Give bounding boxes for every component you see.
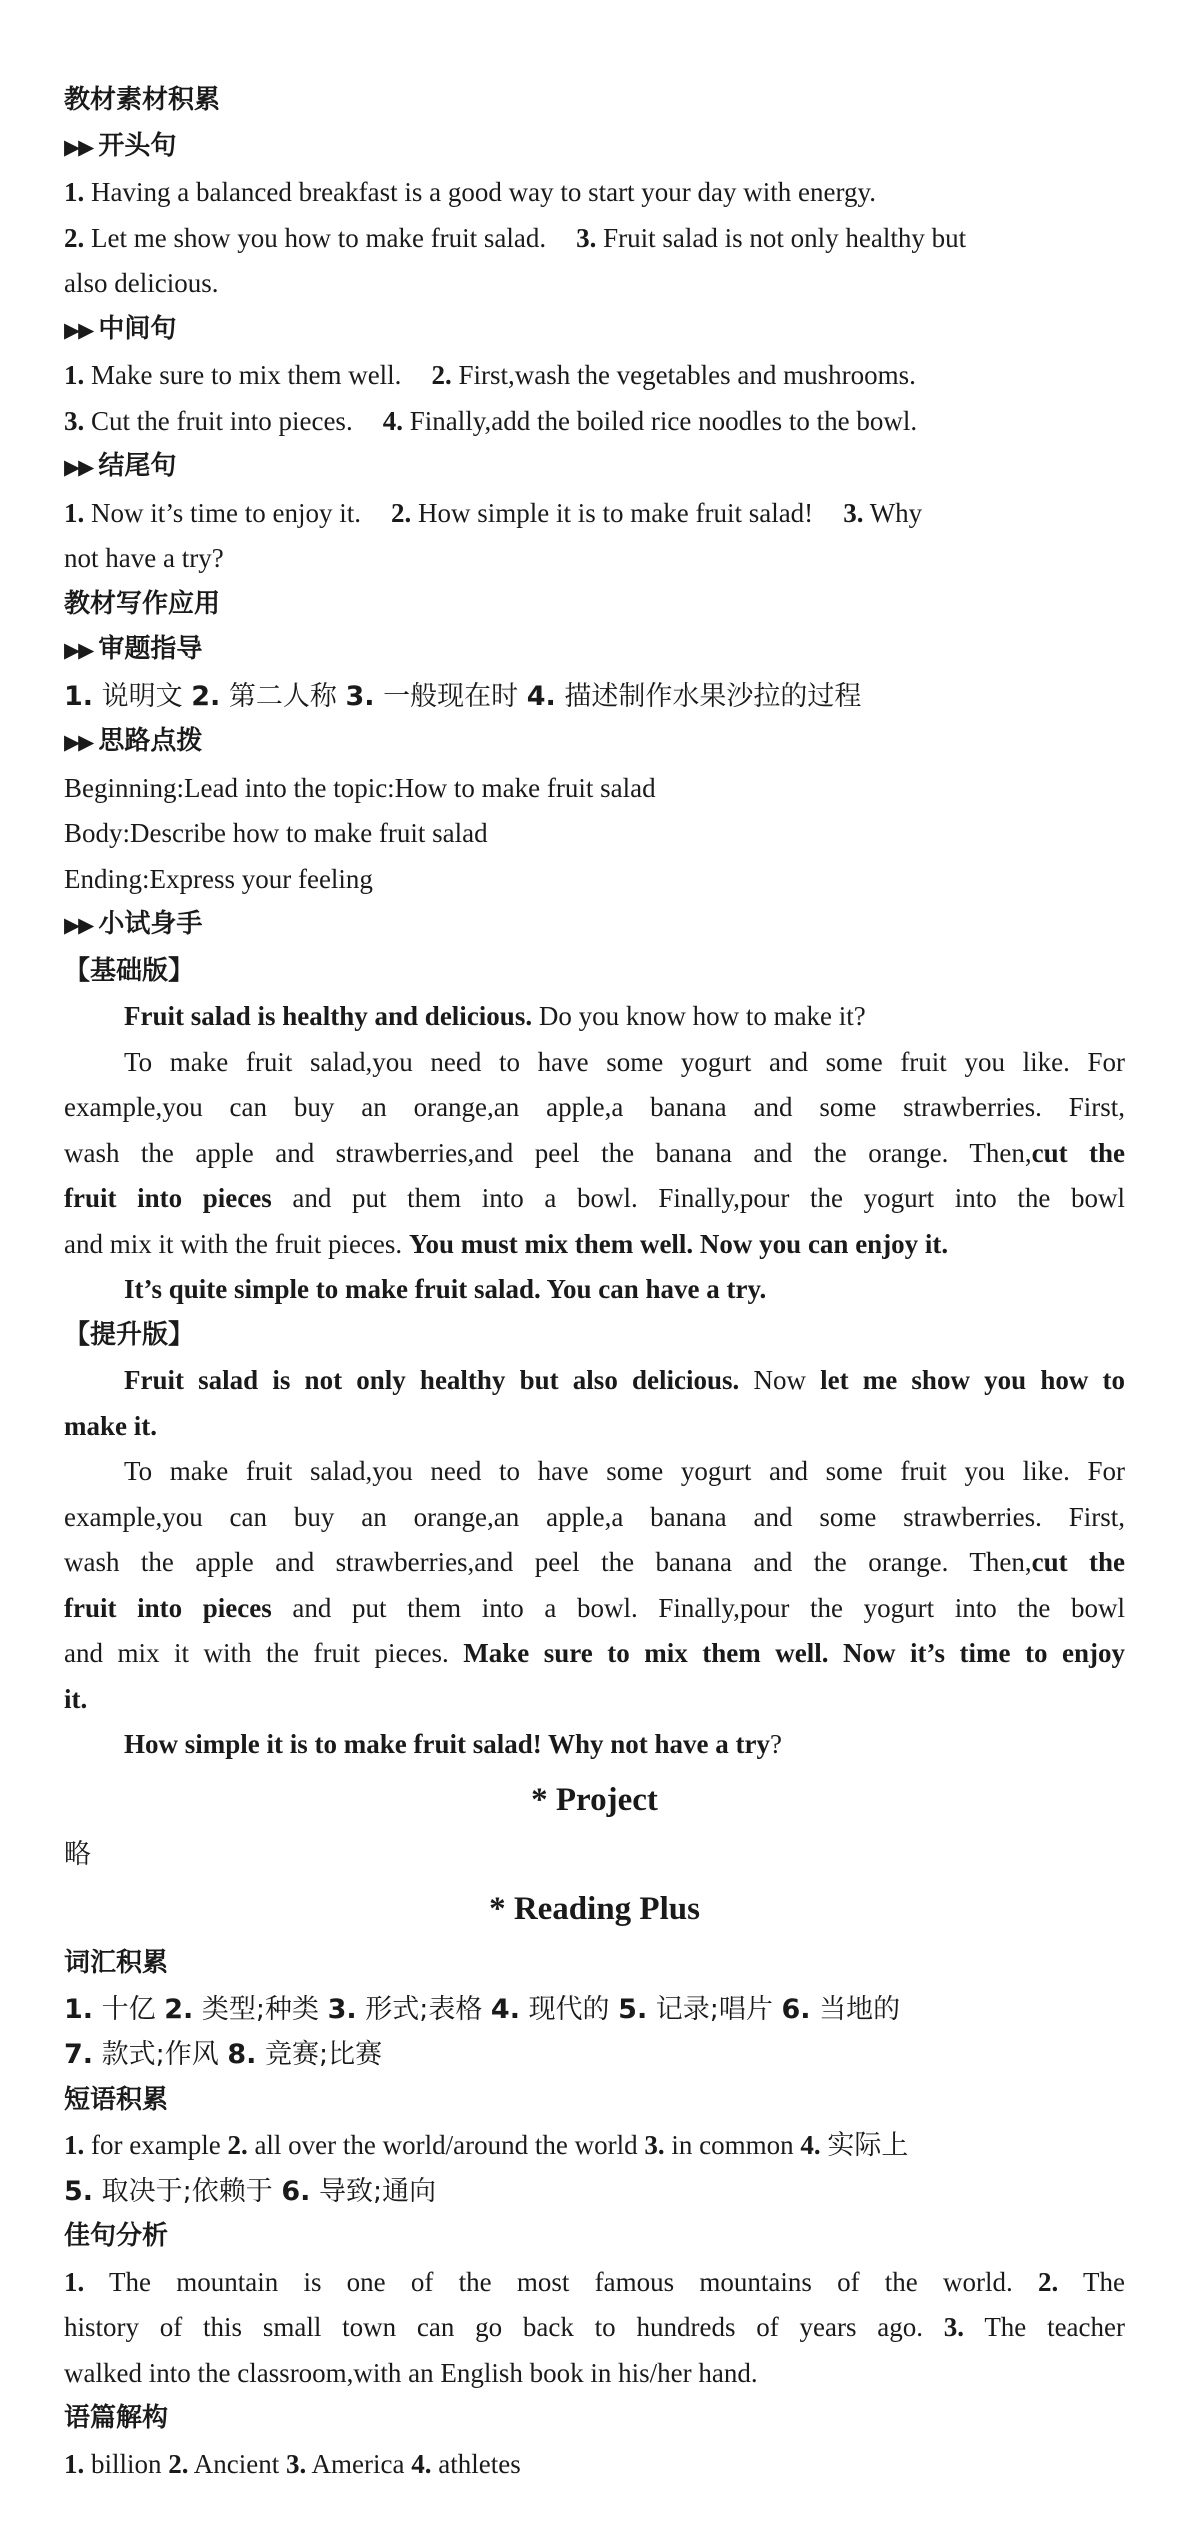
basic-line-6: and mix it with the fruit pieces. You must mix them well. Now you can enjoy it.	[64, 1228, 949, 1259]
idea-line-1: Beginning:Lead into the topic:How to make fruit salad	[64, 772, 656, 803]
section-title-materials: 教材素材积累	[64, 85, 221, 115]
vocab-line-1: 1. 十亿 2. 类型;种类 3. 形式;表格 4. 现代的 5. 记录;唱片 6. 当地的	[64, 1993, 901, 2025]
adv-line-9: How simple it is to make fruit salad! Why not have a try?	[124, 1729, 782, 1759]
subhead-guide: ▶▶ 审题指导	[64, 634, 203, 664]
sentence-line-2: history of this small town can go back to hundreds of years ago. 3. The teacher	[64, 2312, 1125, 2342]
basic-line-4: wash the apple and strawberries,and peel the banana and the orange. Then,cut the	[64, 1137, 1125, 1168]
opening-line-3: also delicious.	[64, 268, 219, 298]
arrow-icon: ▶▶	[64, 730, 93, 754]
basic-line-5: fruit into pieces and put them into a bowl. Finally,pour the yogurt into the bowl	[64, 1183, 1125, 1213]
arrow-icon: ▶▶	[64, 134, 93, 159]
section-title-writing: 教材写作应用	[64, 588, 221, 619]
adv-line-5: wash the apple and strawberries,and peel the banana and the orange. Then,cut the	[64, 1547, 1125, 1577]
subhead-middle: ▶▶ 中间句	[64, 313, 177, 344]
project-body: 略	[64, 1838, 91, 1870]
subhead-try: ▶▶ 小试身手	[64, 909, 203, 939]
middle-line-1: 1. Make sure to mix them well. 2. First,wash the vegetables and mushrooms.	[64, 360, 916, 390]
basic-line-7: It’s quite simple to make fruit salad. You can have a try.	[124, 1274, 767, 1304]
subhead-sentence: 佳句分析	[64, 2221, 169, 2251]
adv-line-2: make it.	[64, 1410, 157, 1441]
phrase-line-2: 5. 取决于;依赖于 6. 导致;通向	[64, 2175, 437, 2207]
advanced-version-label: 【提升版】	[64, 1319, 195, 1350]
sentence-line-3: walked into the classroom,with an English book in his/her hand.	[64, 2357, 758, 2388]
ending-line-1: 1. Now it’s time to enjoy it. 2. How simple it is to make fruit salad! 3. Why	[64, 497, 923, 528]
subhead-vocab: 词汇积累	[64, 1948, 169, 1978]
subhead-structure: 语篇解构	[64, 2403, 169, 2433]
subhead-opening: ▶▶ 开头句	[64, 130, 177, 161]
arrow-icon: ▶▶	[64, 455, 93, 479]
ending-line-2: not have a try?	[64, 543, 224, 573]
phrase-line-1: 1. for example 2. all over the world/around the world 3. in common 4. 实际上	[64, 2130, 909, 2161]
idea-line-2: Body:Describe how to make fruit salad	[64, 818, 488, 848]
guide-line: 1. 说明文 2. 第二人称 3. 一般现在时 4. 描述制作水果沙拉的过程	[64, 680, 862, 712]
vocab-line-2: 7. 款式;作风 8. 竞赛;比赛	[64, 2039, 383, 2070]
arrow-icon: ▶▶	[64, 317, 93, 342]
basic-version-label: 【基础版】	[64, 955, 195, 986]
reading-plus-title: * Reading Plus	[489, 1891, 700, 1927]
adv-line-3: To make fruit salad,you need to have some yogurt and some fruit you like. For	[124, 1456, 1125, 1486]
adv-line-4: example,you can buy an orange,an apple,a banana and some strawberries. First,	[64, 1501, 1125, 1532]
basic-line-3: example,you can buy an orange,an apple,a banana and some strawberries. First,	[64, 1092, 1125, 1122]
subhead-idea: ▶▶ 思路点拨	[64, 726, 203, 756]
opening-line-2: 2. Let me show you how to make fruit salad. 3. Fruit salad is not only healthy but	[64, 222, 967, 253]
subhead-ending: ▶▶ 结尾句	[64, 451, 177, 481]
middle-line-2: 3. Cut the fruit into pieces. 4. Finally,add the boiled rice noodles to the bowl.	[64, 405, 918, 436]
arrow-icon: ▶▶	[64, 638, 93, 662]
adv-line-6: fruit into pieces and put them into a bowl. Finally,pour the yogurt into the bowl	[64, 1592, 1125, 1623]
sentence-line-1: 1. The mountain is one of the most famous mountains of the world. 2. The	[64, 2266, 1126, 2297]
structure-line: 1. billion 2. Ancient 3. America 4. athletes	[64, 2448, 521, 2479]
opening-line-1: 1. Having a balanced breakfast is a good way to start your day with energy.	[64, 177, 877, 207]
adv-line-7: and mix it with the fruit pieces. Make sure to mix them well. Now it’s time to enjoy	[64, 1638, 1125, 1668]
project-title: * Project	[531, 1781, 658, 1818]
subhead-phrase: 短语积累	[64, 2084, 169, 2115]
idea-line-3: Ending:Express your feeling	[64, 863, 373, 894]
adv-line-1: Fruit salad is not only healthy but also delicious. Now let me show you how to	[124, 1365, 1126, 1395]
adv-line-8: it.	[64, 1683, 88, 1714]
basic-line-2: To make fruit salad,you need to have some yogurt and some fruit you like. For	[124, 1046, 1125, 1077]
basic-line-1: Fruit salad is healthy and delicious. Do you know how to make it?	[124, 1001, 866, 1031]
arrow-icon: ▶▶	[64, 913, 93, 937]
